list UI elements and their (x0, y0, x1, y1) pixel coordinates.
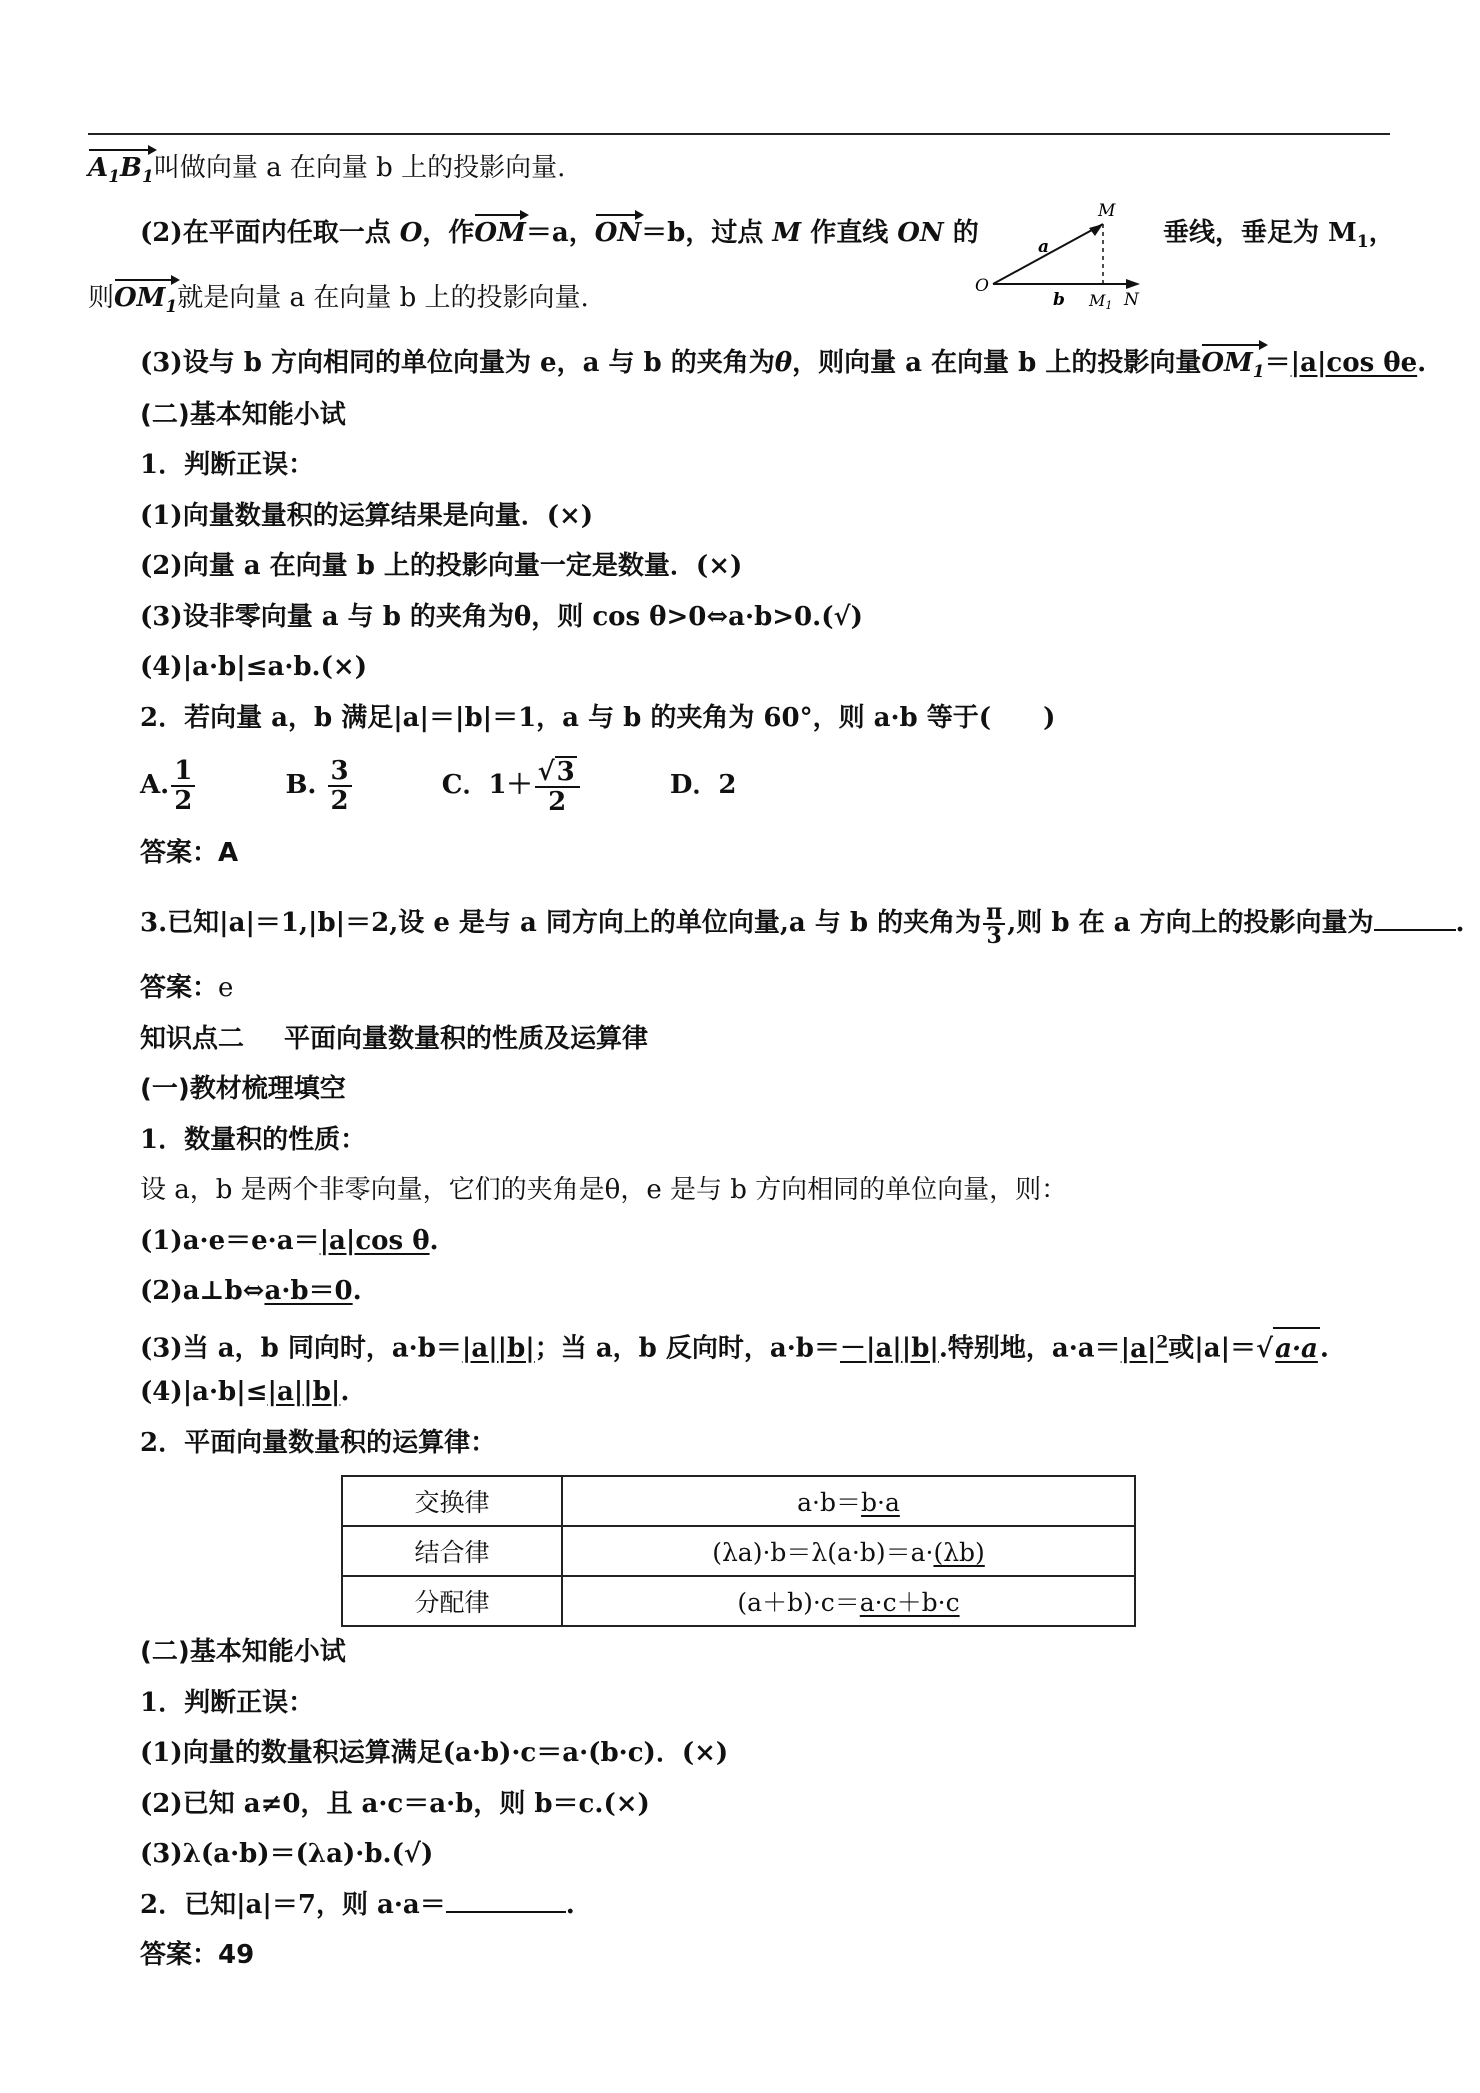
option-d: D．2 (669, 770, 737, 800)
vector-a-arrowhead (1089, 224, 1103, 236)
answer-blank[interactable] (446, 1911, 566, 1913)
section1-q2-text: 2．若向量 a，b 满足|a|＝|b|＝1，a 与 b 的夹角为 60°，则 a·b 等于( ) (140, 703, 1056, 733)
table-row (342, 1576, 1135, 1626)
header-rule (88, 133, 1390, 135)
section1-q1-item: (4)|a·b|≤a·b.(×) (140, 652, 367, 682)
section1-q1-title: 1．判断正误： (140, 450, 315, 480)
law-name: 交换律 (342, 1476, 562, 1526)
section3-heading: (二)基本知能小试 (140, 1637, 346, 1667)
property-2: (2)a⊥b⇔a·b＝0. (140, 1276, 362, 1306)
answer-blank[interactable] (1374, 929, 1456, 931)
property-1: (1)a·e＝e·a＝|a|cos θ. (140, 1226, 439, 1256)
section1-q3-answer: 答案：e (140, 973, 234, 1003)
item2-line2: 则$OM_1$就是向量 a 在向量 b 上的投影向量. (88, 278, 589, 327)
projection-figure (965, 198, 1155, 318)
label-a: a (1038, 237, 1050, 257)
label-o: O (975, 276, 989, 296)
law-formula: a·b＝b·a (562, 1476, 1135, 1526)
properties-intro: 设 a，b 是两个非零向量，它们的夹角是θ，e 是与 b 方向相同的单位向量，则： (140, 1175, 1068, 1205)
properties-title: 1．数量积的性质： (140, 1125, 367, 1155)
table-row (342, 1476, 1135, 1526)
section3-q1-item: (2)已知 a≠0，且 a·c＝a·b，则 b＝c.(×) (140, 1789, 650, 1819)
property-3: (3)当 a，b 同向时，a·b＝|a||b|；当 a，b 反向时，a·b＝－|a||b|.特别地，$a\cdot a=|a|^2$或|a|＝√a·a. (140, 1322, 1329, 1369)
projection-vector-definition: $A_1B_1$叫做向量 a 在向量 b 上的投影向量. (88, 148, 565, 197)
law-name: 分配律 (342, 1576, 562, 1626)
law-formula: (a＋b)·c＝a·c＋b·c (562, 1576, 1135, 1626)
property-4: (4)|a·b|≤|a||b|. (140, 1377, 350, 1407)
label-m: M (1098, 201, 1116, 221)
section1-heading: (二)基本知能小试 (140, 400, 346, 430)
section1-q1-item: (2)向量 a 在向量 b 上的投影向量一定是数量．(×) (140, 551, 743, 581)
vector-b-arrowhead (1126, 279, 1140, 289)
label-n: N (1124, 290, 1139, 310)
section3-q2-text: 2．已知|a|＝7，则 a·a＝ . (140, 1890, 575, 1920)
section3-q1-item: (1)向量的数量积运算满足(a·b)·c＝a·(b·c)．(×) (140, 1738, 729, 1768)
section3-q1-title: 1．判断正误： (140, 1688, 315, 1718)
vector-a1b1: $A_1B_1$ (88, 148, 154, 197)
label-b: b (1053, 290, 1065, 310)
table-row (342, 1526, 1135, 1576)
law-name: 结合律 (342, 1526, 562, 1576)
section2-title: 知识点二 平面向量数量积的性质及运算律 (140, 1024, 649, 1054)
option-b: B. $\frac{3}{2}$ (285, 770, 353, 800)
section3-q1-item: (3)λ(a·b)＝(λa)·b.(√) (140, 1839, 434, 1869)
option-c: C．1＋ $\frac{√3}{2}$ (442, 770, 582, 800)
section1-q2-answer: 答案：A (140, 838, 239, 868)
option-a: A. $\frac{1}{2}$ (140, 770, 197, 800)
item3-line: (3)设与 b 方向相同的单位向量为 e，a 与 b 的夹角为θ，则向量 a 在向量 b 上的投影向量$OM_1=|a|\cos$ θe. (140, 343, 1426, 392)
section2-subheading: (一)教材梳理填空 (140, 1074, 346, 1104)
laws-title: 2．平面向量数量积的运算律： (140, 1428, 497, 1458)
operation-laws-table (341, 1475, 1136, 1627)
label-m1: M1 (1089, 291, 1113, 312)
item2-line1: (2)在平面内任取一点 O，作OM＝a，ON＝b，过点 M 作直线 ON 的 (140, 213, 979, 253)
law-formula: (λa)·b＝λ(a·b)＝a·(λb) (562, 1526, 1135, 1576)
section1-q2-options (140, 755, 737, 816)
section1-q1-item: (1)向量数量积的运算结果是向量．(×) (140, 501, 594, 531)
section3-answer: 答案：49 (140, 1940, 255, 1970)
section1-q1-item: (3)设非零向量 a 与 b 的夹角为θ，则 cos θ>0⇔a·b>0.(√) (140, 602, 863, 632)
item2-line1-tail: 垂线，垂足为 $M_1$， (1163, 218, 1395, 253)
section1-q3-text: 3.已知|a|＝1,|b|＝2,设 e 是与 a 同方向上的单位向量,a 与 b 的夹角为 $\frac{\pi}{3}$ ,则 b 在 a 方向上的投影向量为 . (140, 899, 1465, 949)
